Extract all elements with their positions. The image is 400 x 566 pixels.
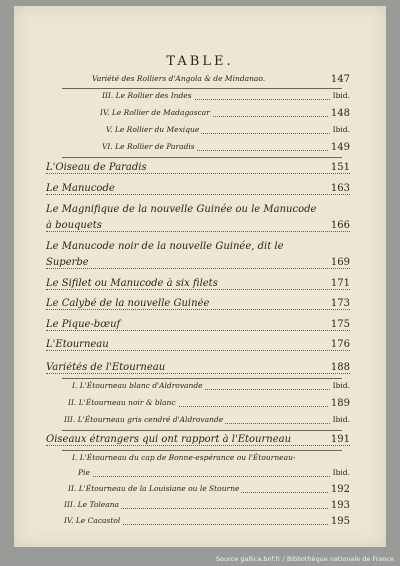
toc-entry-page: 171: [330, 278, 350, 289]
toc-entry-text: III. Le Toleana: [64, 500, 120, 509]
toc-entry: [72, 381, 350, 393]
toc-entry: [68, 398, 350, 410]
toc-entry-page: 173: [330, 298, 350, 309]
toc-entry-page: 147: [330, 74, 350, 85]
toc-entry: [64, 500, 350, 512]
toc-entry-page: 191: [330, 434, 350, 445]
toc-entry-text: Le Manucode: [46, 183, 115, 194]
toc-entry-text: Pie: [78, 468, 90, 477]
toc-entry-page: Ibid.: [332, 468, 350, 477]
toc-entry-text: IV. Le Rollier de Madagascar: [100, 108, 210, 117]
divider: [62, 430, 342, 431]
dot-leader: [46, 173, 350, 174]
toc-entry-text: L'Étourneau: [46, 339, 109, 350]
toc-entry-text: III. Le Rollier des Indes: [102, 91, 192, 100]
toc-entry: [64, 516, 350, 528]
toc-entry: [46, 298, 350, 313]
divider: [62, 450, 342, 451]
dot-leader: [78, 476, 350, 477]
toc-entry: [100, 108, 350, 120]
toc-entry-page: 169: [330, 257, 350, 268]
toc-entry-text: Oiseaux étrangers qui ont rapport à l'Étourneau: [46, 434, 292, 445]
toc-entry-page: 193: [330, 500, 350, 511]
toc-entry-text: III. L'Étourneau gris cendré d'Aldrovande: [64, 415, 224, 424]
toc-entry-text: Le Pique-bœuf: [46, 319, 121, 330]
toc-entry: [64, 415, 350, 427]
toc-entry-page: 192: [330, 484, 350, 495]
toc-entry-text: Le Calybé de la nouvelle Guinée: [46, 298, 210, 309]
toc-entry-page: 189: [330, 398, 350, 409]
dot-leader: [46, 289, 350, 290]
toc-entry-page: 175: [330, 319, 350, 330]
dot-leader: [46, 373, 350, 374]
divider: [62, 157, 342, 158]
toc-entry-text: à bouquets: [46, 220, 102, 231]
toc-entry-text: Le Manucode noir de la nouvelle Guinée, dit le: [46, 241, 284, 252]
dot-leader: [46, 231, 350, 232]
toc-entry-text: I. L'Étourneau du cap de Bonne-espérance ou l'Étourneau-: [72, 453, 296, 462]
toc-entry: [78, 468, 350, 480]
toc-entry: [46, 339, 350, 354]
book-page: [14, 6, 386, 547]
toc-entry-page: Ibid.: [332, 125, 350, 134]
toc-entry-page: 188: [330, 362, 350, 373]
toc-entry-text: Le Sifilet ou Manucode à six filets: [46, 278, 218, 289]
source-attribution: Source gallica.bnf.fr / Bibliothèque nationale de France: [215, 555, 394, 563]
toc-entry: [46, 183, 350, 198]
toc-entry-page: 163: [330, 183, 350, 194]
toc-entry: [46, 278, 350, 293]
toc-entry-page: 166: [330, 220, 350, 231]
toc-entry: [68, 484, 350, 496]
toc-entry-text: II. L'Étourneau noir & blanc: [68, 398, 176, 407]
toc-entry: [102, 91, 350, 103]
dot-leader: [46, 350, 350, 351]
toc-entry: [46, 362, 350, 377]
toc-entry: [46, 162, 350, 177]
toc-entry: [46, 220, 350, 235]
toc-entry-text: I. L'Étourneau blanc d'Aldrovande: [72, 381, 203, 390]
dot-leader: [46, 330, 350, 331]
toc-entry-page: 195: [330, 516, 350, 527]
toc-entry-text: VI. Le Rollier de Paradis: [102, 142, 195, 151]
toc-entry-text: Superbe: [46, 257, 89, 268]
toc-entry-text: V. Le Rollier du Mexique: [106, 125, 200, 134]
dot-leader: [46, 309, 350, 310]
page-title: TABLE.: [166, 54, 234, 69]
toc-entry-text: Variétés de l'Étourneau: [46, 362, 166, 373]
toc-entry-page: 176: [330, 339, 350, 350]
toc-entry-text: IV. Le Cacastol: [64, 516, 121, 525]
toc-entry-page: Ibid.: [332, 415, 350, 424]
divider: [62, 88, 342, 89]
toc-entry: [106, 125, 350, 137]
toc-entry: [46, 319, 350, 334]
toc-entry-page: Ibid.: [332, 381, 350, 390]
toc-entry-text: Le Magnifique de la nouvelle Guinée ou le Manucode: [46, 204, 317, 215]
toc-entry: [46, 257, 350, 272]
toc-entry: [92, 74, 350, 86]
dot-leader: [46, 268, 350, 269]
divider: [62, 378, 342, 379]
toc-entry-page: Ibid.: [332, 91, 350, 100]
toc-entry-text: Variété des Rolliers d'Angola & de Mindanao.: [92, 74, 266, 83]
dot-leader: [46, 445, 350, 446]
toc-entry: [102, 142, 350, 154]
toc-entry-text: L'Oiseau de Paradis: [46, 162, 147, 173]
toc-entry-text: II. L'Étourneau de la Louisiane ou le Stourne: [68, 484, 240, 493]
toc-entry-page: 151: [330, 162, 350, 173]
dot-leader: [46, 194, 350, 195]
toc-entry-page: 148: [330, 108, 350, 119]
toc-entry-page: 149: [330, 142, 350, 153]
toc-entry: [46, 434, 350, 449]
